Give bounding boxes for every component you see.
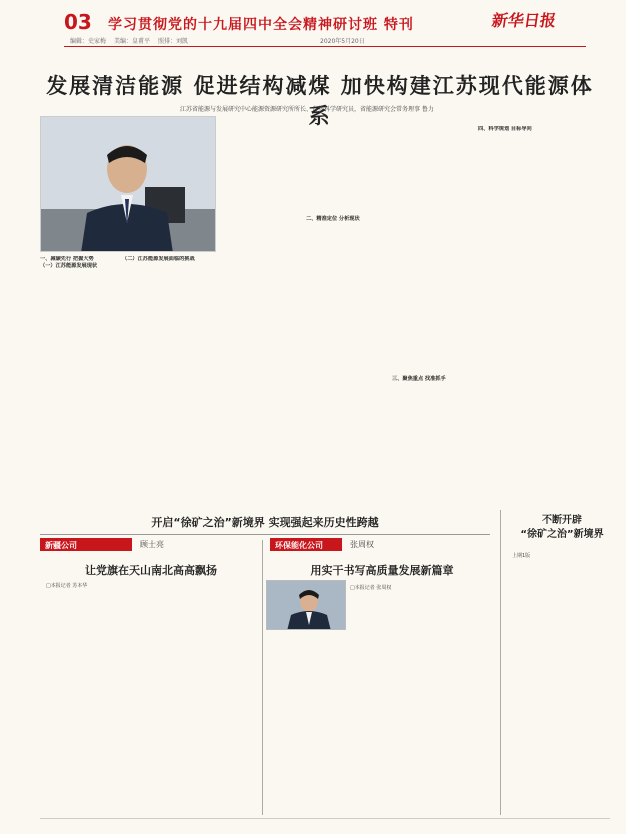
xinjiang-tag: 新疆公司	[40, 538, 132, 551]
editor: 编辑：史家梅	[70, 38, 107, 45]
author-photo	[40, 116, 216, 252]
article-col-1	[40, 256, 120, 506]
huanbao-tag: 环保能化公司	[270, 538, 342, 551]
huanbao-photo	[266, 580, 346, 630]
xinjiang-col-2	[112, 590, 182, 815]
huanbao-col-2	[426, 594, 498, 814]
main-byline: 江苏省能源与发展研究中心能源资源研究所所长、自然科学研究员，省能源研究会常务理事 鲁力	[180, 106, 434, 113]
column-divider	[262, 540, 263, 815]
right-headline-line-1: 不断开辟	[542, 515, 582, 526]
xinjiang-byline: □本报记者 苏本华	[46, 583, 88, 589]
xinjiang-headline: 让党旗在天山南北高高飘扬	[85, 564, 217, 577]
huanbao-col-1	[350, 594, 422, 814]
article-col-6	[478, 126, 562, 506]
bottom-rule	[40, 818, 610, 819]
column-divider	[500, 510, 501, 815]
xinjiang-col-1	[40, 590, 110, 815]
article-col-3	[220, 126, 302, 506]
section-heading-2: 二、精准定位 分析现状	[306, 216, 360, 222]
proof-editor: 照排：刘凯	[158, 38, 189, 45]
section-heading-1: 一、减碳先行 把握大势	[40, 256, 94, 262]
art-editor: 美编：皇甫平	[114, 38, 151, 45]
huanbao-col-0	[266, 636, 346, 816]
lower-banner: 开启“徐矿之治”新境界 实现强起来历史性跨越	[151, 516, 379, 529]
issue-date: 2020年5月20日	[320, 38, 365, 45]
huanbao-author: 张周权	[350, 540, 374, 549]
huanbao-headline: 用实干书写高质量发展新篇章	[310, 564, 454, 577]
article-col-4	[306, 126, 388, 506]
section-heading-1a: （一）江苏能源发展现状	[40, 263, 98, 269]
page-number: 03	[64, 10, 92, 34]
section-heading-3: 三、聚焦重点 找准抓手	[392, 376, 446, 382]
lower-rule	[40, 534, 490, 535]
newspaper-logo: 新华日报	[490, 11, 558, 30]
right-headline	[514, 514, 610, 542]
huanbao-byline: □本报记者 张周权	[350, 585, 392, 591]
edit-meta	[70, 36, 188, 45]
article-col-5	[392, 126, 474, 506]
section-heading-4: 四、科学规划 目标导向	[478, 126, 532, 132]
header-rule	[64, 46, 586, 47]
xinjiang-author: 顾士亮	[140, 540, 164, 549]
main-headline: 发展清洁能源 促进结构减煤 加快构建江苏现代能源体系	[46, 74, 594, 128]
xinjiang-col-3	[184, 590, 260, 815]
section-heading-1b: （二）江苏能源发展面临的挑战	[122, 256, 195, 262]
right-intro: 上期1版	[512, 553, 531, 559]
section-title: 学习贯彻党的十九届四中全会精神研讨班 特刊	[108, 17, 414, 33]
article-col-2	[122, 256, 202, 506]
right-col	[512, 560, 610, 815]
right-headline-line-2: “徐矿之治”新境界	[520, 529, 604, 540]
page-header	[0, 0, 626, 48]
